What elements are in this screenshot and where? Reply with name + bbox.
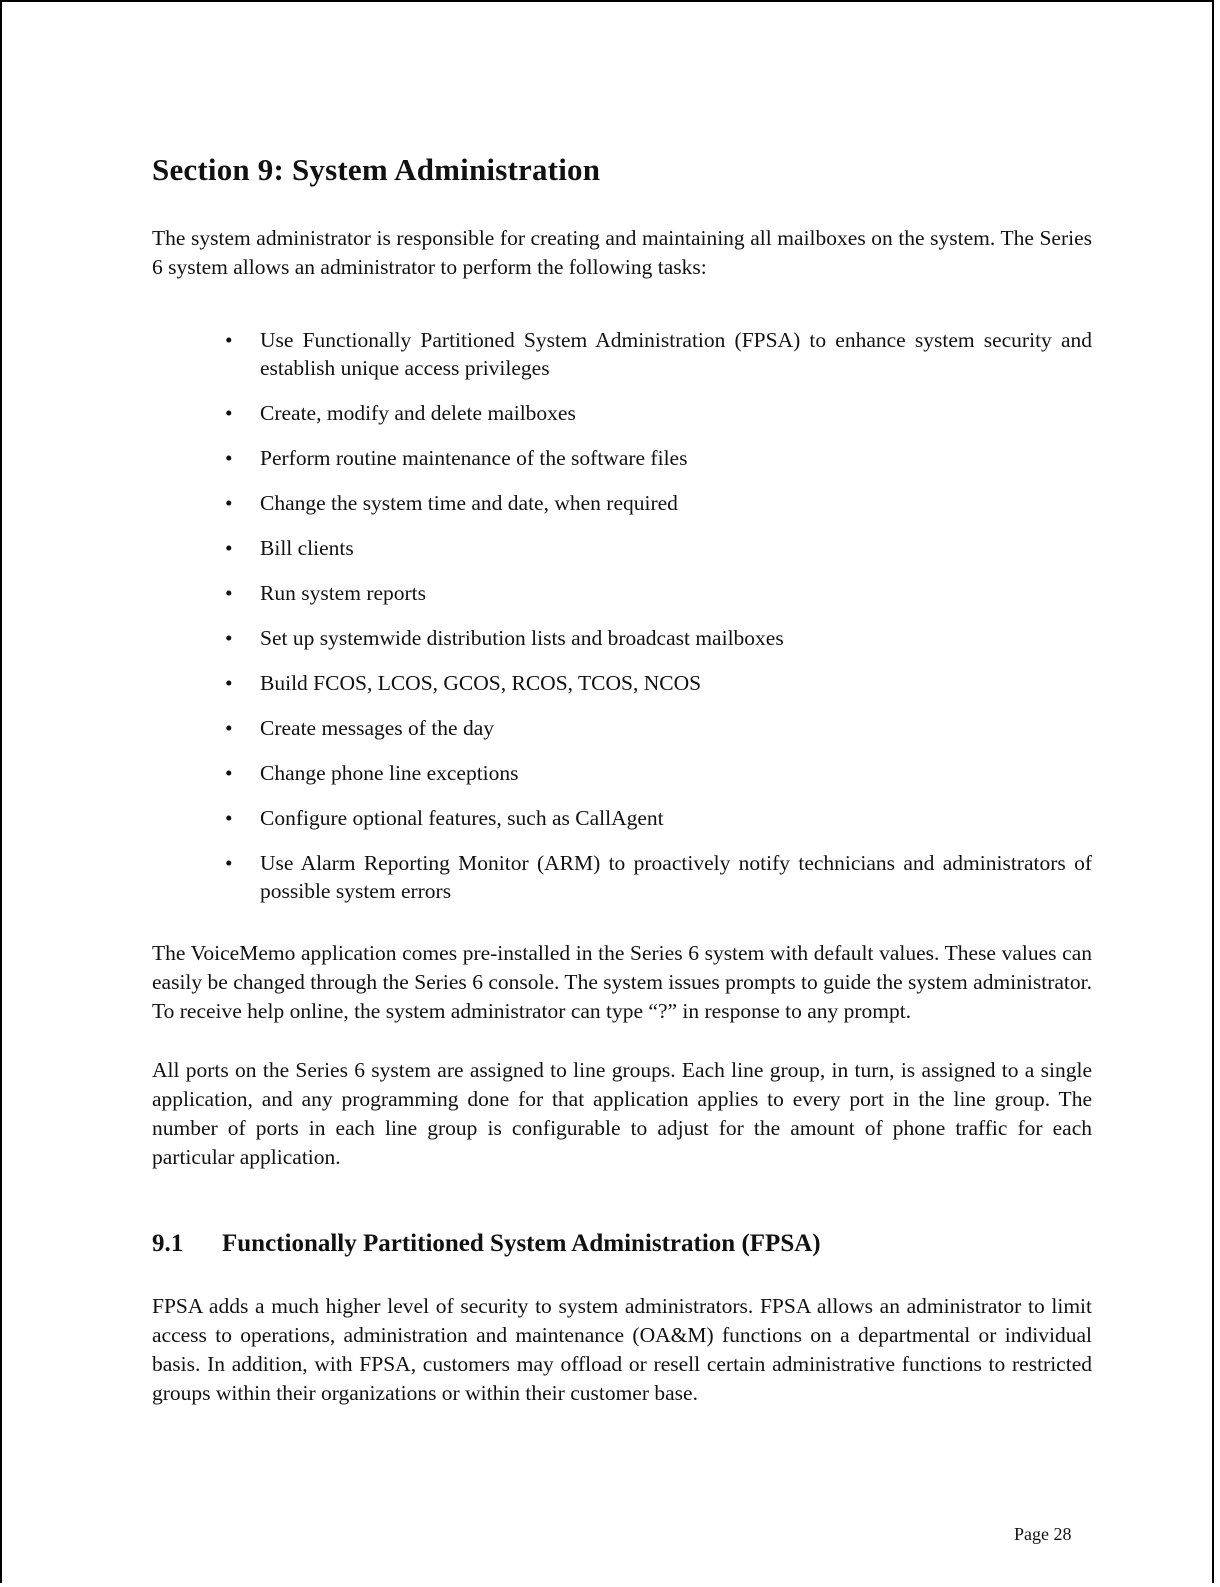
list-item-text: Run system reports (260, 581, 427, 605)
task-list (152, 326, 1092, 905)
bullet-icon: • (225, 851, 233, 875)
list-item-text: Create messages of the day (260, 716, 495, 740)
page-number: Page 28 (1014, 1524, 1072, 1544)
bullet-icon: • (225, 716, 233, 740)
bullet-icon: • (225, 491, 233, 515)
list-item-text: Use Alarm Reporting Monitor (ARM) to proactively notify technicians and administrators of possible system errors (260, 851, 1092, 903)
voicememo-paragraph: The VoiceMemo application comes pre-installed in the Series 6 system with default values. These values can easily be changed through the Series 6 console. The system issues prompts to guide the system administrator. To receive help online, the system administrator can type “?” in response to any prompt. (152, 941, 1092, 1023)
list-item-text: Change the system time and date, when required (260, 491, 678, 515)
list-item-text: Set up systemwide distribution lists and broadcast mailboxes (260, 626, 784, 650)
list-item (152, 624, 1092, 652)
bullet-icon: • (225, 328, 233, 352)
fpsa-paragraph: FPSA adds a much higher level of security to system administrators. FPSA allows an administrator to limit access to operations, administration and maintenance (OA&M) functions on a departmental or individual basis. In addition, with FPSA, customers may offload or resell certain administrative functions to restricted groups within their organizations or within their customer base. (152, 1294, 1092, 1405)
list-item (152, 579, 1092, 607)
bullet-icon: • (225, 401, 233, 425)
list-item-text: Bill clients (260, 536, 354, 560)
list-item (152, 489, 1092, 517)
bullet-icon: • (225, 581, 233, 605)
bullet-icon: • (225, 626, 233, 650)
list-item (152, 804, 1092, 832)
list-item-text: Create, modify and delete mailboxes (260, 401, 576, 425)
list-item (152, 326, 1092, 382)
list-item-text: Perform routine maintenance of the software files (260, 446, 688, 470)
list-item-text: Configure optional features, such as CallAgent (260, 806, 664, 830)
subsection-heading (152, 1230, 1092, 1258)
subsection-title: Functionally Partitioned System Administration (FPSA) (222, 1230, 821, 1257)
bullet-icon: • (225, 806, 233, 830)
list-item-text: Build FCOS, LCOS, GCOS, RCOS, TCOS, NCOS (260, 671, 702, 695)
page-content (152, 152, 1092, 1408)
list-item (152, 444, 1092, 472)
bullet-icon: • (225, 446, 233, 470)
list-item (152, 849, 1092, 905)
list-item (152, 399, 1092, 427)
list-item (152, 714, 1092, 742)
list-item (152, 759, 1092, 787)
subsection-number: 9.1 (152, 1230, 184, 1257)
bullet-icon: • (225, 536, 233, 560)
list-item (152, 669, 1092, 697)
list-item-text: Use Functionally Partitioned System Administration (FPSA) to enhance system security and establish unique access privileges (260, 328, 1092, 380)
list-item-text: Change phone line exceptions (260, 761, 519, 785)
bullet-icon: • (225, 761, 233, 785)
section-title: Section 9: System Administration (152, 152, 601, 187)
list-item (152, 534, 1092, 562)
intro-paragraph: The system administrator is responsible for creating and maintaining all mailboxes on the system. The Series 6 system allows an administrator to perform the following tasks: (152, 226, 1092, 279)
line-groups-paragraph: All ports on the Series 6 system are assigned to line groups. Each line group, in turn, is assigned to a single application, and any programming done for that application applies to every port in the line group. The number of ports in each line group is configurable to adjust for the amount of phone traffic for each particular application. (152, 1058, 1092, 1169)
bullet-icon: • (225, 671, 233, 695)
